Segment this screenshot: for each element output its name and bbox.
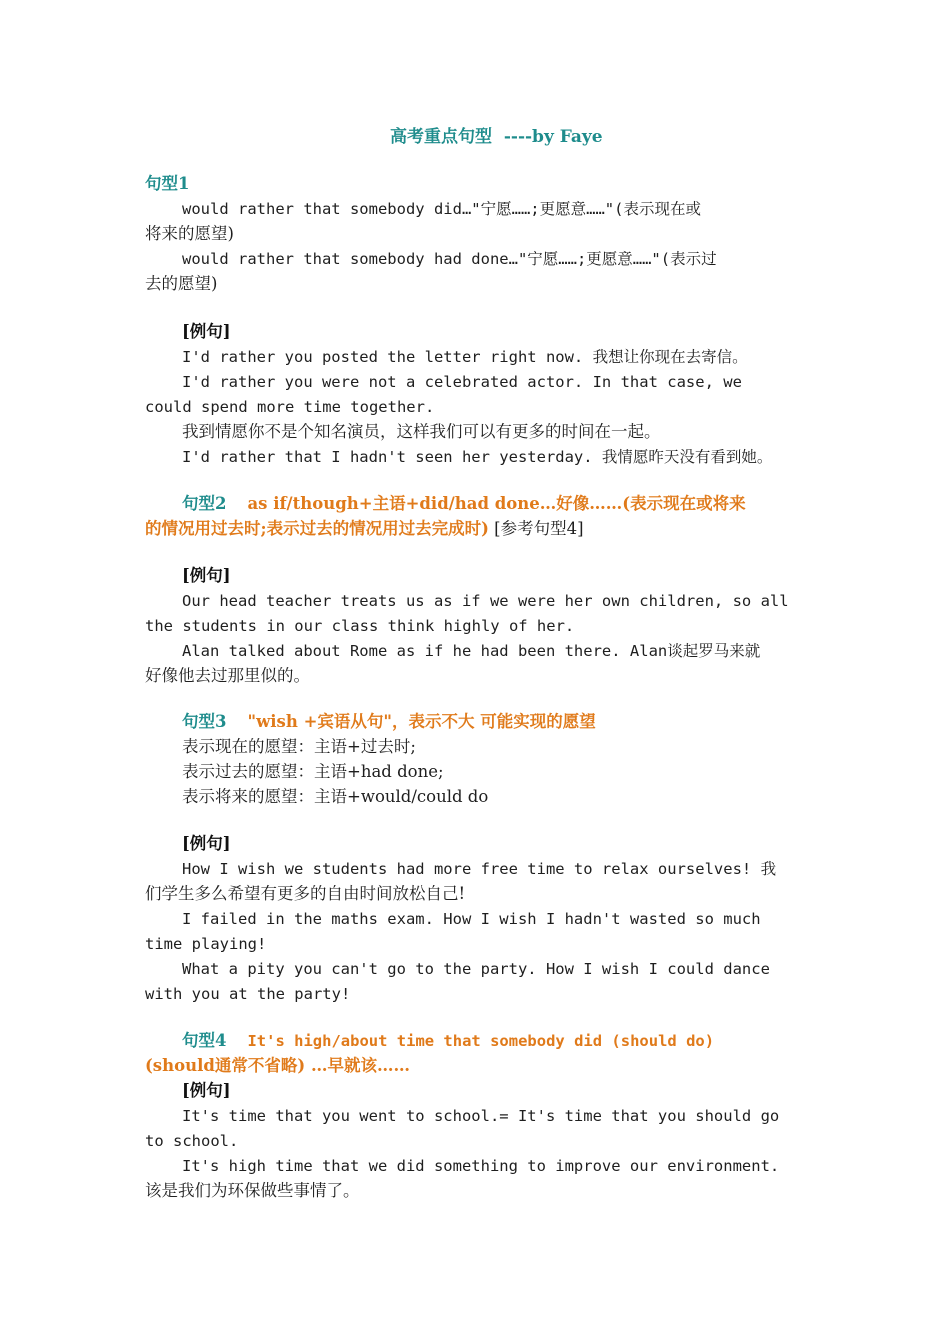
section-2-desc-2: 的情况用过去时;表示过去的情况用过去完成时) xyxy=(145,519,489,538)
section-3-desc: "wish +宾语从句"，表示不大 可能实现的愿望 xyxy=(247,712,596,731)
section-3-example-3a: What a pity you can't go to the party. How I wish I could dance xyxy=(182,960,770,978)
section-4-example-2b: 该是我们为环保做些事情了。 xyxy=(145,1181,360,1200)
section-4-example-1a: It's time that you went to school.= It's time that you should go xyxy=(182,1107,780,1125)
section-3-rule-1: 表示现在的愿望：主语+过去时; xyxy=(182,737,416,756)
section-4-heading-row xyxy=(182,1029,714,1053)
section-3-example-1b: 们学生多么希望有更多的自由时间放松自己! xyxy=(145,884,466,903)
section-3-example-2a: I failed in the maths exam. How I wish I hadn't wasted so much xyxy=(182,910,761,928)
section-3-rule-3: 表示将来的愿望：主语+would/could do xyxy=(182,787,489,806)
section-1-line-1: would rather that somebody did…"宁愿……;更愿意……"(表示现在或 xyxy=(182,200,701,218)
section-3-example-1a: How I wish we students had more free time to relax ourselves! 我 xyxy=(182,860,777,878)
section-2-heading: 句型2 xyxy=(182,494,227,513)
section-2-example-1a: Our head teacher treats us as if we were her own children, so all xyxy=(182,592,789,610)
section-1-example-2a: I'd rather you were not a celebrated actor. In that case, we xyxy=(182,373,742,391)
section-1-example-label: [例句] xyxy=(182,322,231,341)
section-1-line-3: would rather that somebody had done…"宁愿……;更愿意……"(表示过 xyxy=(182,250,717,268)
section-4-desc-1: It's high/about time that somebody did (should do) xyxy=(247,1032,715,1050)
section-3-example-label: [例句] xyxy=(182,834,231,853)
section-3-heading-row xyxy=(182,710,596,734)
section-2-example-2a: Alan talked about Rome as if he had been there. Alan谈起罗马来就 xyxy=(182,642,761,660)
section-4-desc-2: (should通常不省略) …早就该…… xyxy=(145,1056,410,1075)
section-3-heading: 句型3 xyxy=(182,712,227,731)
section-4-example-1b: to school. xyxy=(145,1132,239,1150)
section-1-heading: 句型1 xyxy=(145,174,190,193)
section-1-line-4: 去的愿望) xyxy=(145,274,218,293)
section-2-example-label: [例句] xyxy=(182,566,231,585)
section-2-desc-1: as if/though+主语+did/had done…好像……(表示现在或将来 xyxy=(247,494,746,513)
section-2-desc-row xyxy=(145,517,584,541)
section-1-example-4: I'd rather that I hadn't seen her yesterday. 我情愿昨天没有看到她。 xyxy=(182,448,773,466)
section-3-rule-2: 表示过去的愿望：主语+had done; xyxy=(182,762,444,781)
section-3-example-3b: with you at the party! xyxy=(145,985,351,1003)
section-4-example-2a: It's high time that we did something to improve our environment. xyxy=(182,1157,780,1175)
page-title: 高考重点句型 ----by Faye xyxy=(390,127,603,147)
section-2-example-2b: 好像他去过那里似的。 xyxy=(145,666,310,685)
section-2-heading-row xyxy=(182,492,746,516)
section-2-reference: [参考句型4] xyxy=(488,519,584,538)
section-3-example-2b: time playing! xyxy=(145,935,267,953)
section-2-example-1b: the students in our class think highly of her. xyxy=(145,617,575,635)
section-1-example-2b: could spend more time together. xyxy=(145,398,435,416)
section-1-line-2: 将来的愿望) xyxy=(145,224,234,243)
section-4-heading: 句型4 xyxy=(182,1031,227,1050)
section-4-example-label: [例句] xyxy=(182,1081,231,1100)
section-1-example-1: I'd rather you posted the letter right now. 我想让你现在去寄信。 xyxy=(182,348,748,366)
section-1-example-3: 我到情愿你不是个知名演员，这样我们可以有更多的时间在一起。 xyxy=(182,422,661,441)
